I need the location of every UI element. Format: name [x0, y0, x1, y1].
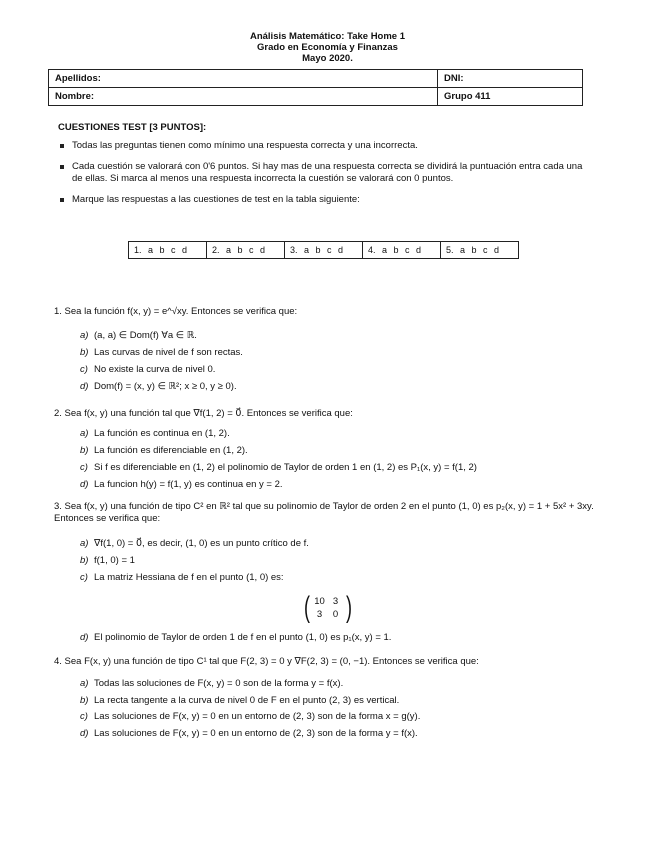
option-label: d) [80, 728, 89, 739]
question-3-stem: 3. Sea f(x, y) una función de tipo C² en ℝ² tal que su polinomio de Taylor de orden 2 en el punto (1, 0) es p₂(x, y) = 1 + 5x² + 3xy. Entonces se verifica que: [54, 501, 594, 524]
option-label: b) [80, 445, 89, 456]
q2-option-b [80, 445, 610, 457]
question-4-stem: 4. Sea F(x, y) una función de tipo C¹ tal que F(2, 3) = 0 y ∇F(2, 3) = (0, −1). Entonces se verifica que: [54, 656, 479, 667]
option-label: b) [80, 555, 89, 566]
exam-date: Mayo 2020. [302, 53, 353, 64]
q2-option-a [80, 428, 610, 440]
option-label: c) [80, 462, 88, 473]
question-1-stem: 1. Sea la función f(x, y) = e^√xy. Entonces se verifica que: [54, 306, 298, 317]
q1-option-c [80, 364, 610, 376]
option-label: c) [80, 711, 88, 722]
question-2-stem: 2. Sea f(x, y) una función tal que ∇f(1, 2) = 0⃗. Entonces se verifica que: [54, 408, 353, 419]
option-text: Dom(f) = (x, y) ∈ ℝ²; x ≥ 0, y ≥ 0). [94, 381, 237, 392]
rules-list [60, 140, 595, 215]
dni-field[interactable]: DNI: [438, 70, 583, 88]
rule-item: Todas las preguntas tienen como mínimo una respuesta correcta y una incorrecta. [60, 140, 595, 152]
grupo-field: Grupo 411 [438, 88, 583, 106]
q3-option-a [80, 538, 610, 550]
option-text: f(1, 0) = 1 [94, 555, 135, 566]
option-label: c) [80, 364, 88, 375]
option-label: d) [80, 479, 89, 490]
section-title: CUESTIONES TEST [3 PUNTOS]: [58, 122, 207, 133]
q4-option-d [80, 728, 610, 740]
student-info-table [48, 69, 583, 106]
q1-option-a [80, 330, 610, 342]
q4-option-b [80, 695, 610, 707]
matrix-cell: 3 [316, 609, 323, 620]
nombre-field[interactable]: Nombre: [49, 88, 438, 106]
q3-option-c [80, 572, 610, 584]
option-label: b) [80, 347, 89, 358]
option-text: Las soluciones de F(x, y) = 0 en un entorno de (2, 3) son de la forma x = g(y). [94, 711, 421, 722]
option-label: b) [80, 695, 89, 706]
hessian-matrix [0, 593, 655, 623]
answer-cell-4[interactable]: 4. a b c d [363, 242, 441, 259]
q3-option-d [80, 632, 610, 644]
q1-option-d [80, 381, 610, 393]
option-text: La función es diferenciable en (1, 2). [94, 445, 248, 456]
option-text: Todas las soluciones de F(x, y) = 0 son de la forma y = f(x). [94, 678, 344, 689]
option-label: a) [80, 538, 89, 549]
left-paren-icon: ( [303, 591, 310, 624]
matrix-cell: 10 [314, 596, 325, 607]
rule-text: Marque las respuestas a las cuestiones de test en la tabla siguiente: [72, 194, 360, 205]
answer-cell-5[interactable]: 5. a b c d [441, 242, 519, 259]
option-text: La matriz Hessiana de f en el punto (1, 0) es: [94, 572, 284, 583]
option-label: a) [80, 330, 89, 341]
apellidos-field[interactable]: Apellidos: [49, 70, 438, 88]
option-label: d) [80, 632, 89, 643]
q1-option-b [80, 347, 610, 359]
option-text: Las soluciones de F(x, y) = 0 en un entorno de (2, 3) son de la forma y = f(x). [94, 728, 418, 739]
q3-option-b [80, 555, 610, 567]
option-text: ∇f(1, 0) = 0⃗, es decir, (1, 0) es un punto crítico de f. [94, 538, 309, 549]
option-label: a) [80, 678, 89, 689]
option-text: Si f es diferenciable en (1, 2) el polinomio de Taylor de orden 1 en (1, 2) es P₁(x, y) = f(1, 2) [94, 462, 477, 473]
option-text: Las curvas de nivel de f son rectas. [94, 347, 243, 358]
option-text: La recta tangente a la curva de nivel 0 de F en el punto (2, 3) es vertical. [94, 695, 400, 706]
degree-program: Grado en Economía y Finanzas [257, 42, 398, 53]
option-text: (a, a) ∈ Dom(f) ∀a ∈ ℝ. [94, 330, 197, 341]
document-title: Análisis Matemático: Take Home 1 [249, 31, 406, 42]
option-label: c) [80, 572, 88, 583]
rule-item: Cada cuestión se valorará con 0'6 puntos. Si hay mas de una respuesta correcta se dividirá la puntuación entra cada una de ellas. Si marca al menos una respuesta incorrecta la cuestión se valorará con 0 puntos. [60, 161, 595, 185]
matrix-cell: 0 [332, 609, 339, 620]
matrix-cell: 3 [332, 596, 339, 607]
q4-option-c [80, 711, 610, 723]
option-text: La funcion h(y) = f(1, y) es continua en y = 2. [94, 479, 283, 490]
q2-option-d [80, 479, 610, 491]
answer-cell-3[interactable]: 3. a b c d [285, 242, 363, 259]
q4-option-a [80, 678, 610, 690]
answer-cell-2[interactable]: 2. a b c d [207, 242, 285, 259]
right-paren-icon: ) [345, 591, 352, 624]
answer-grid [128, 241, 519, 259]
q2-option-c [80, 462, 610, 474]
option-label: d) [80, 381, 89, 392]
document-header [0, 31, 655, 64]
option-text: El polinomio de Taylor de orden 1 de f en el punto (1, 0) es p₁(x, y) = 1. [94, 632, 392, 643]
option-label: a) [80, 428, 89, 439]
option-text: No existe la curva de nivel 0. [94, 364, 216, 375]
rule-item [60, 194, 595, 206]
option-text: La función es continua en (1, 2). [94, 428, 230, 439]
answer-cell-1[interactable]: 1. a b c d [129, 242, 207, 259]
